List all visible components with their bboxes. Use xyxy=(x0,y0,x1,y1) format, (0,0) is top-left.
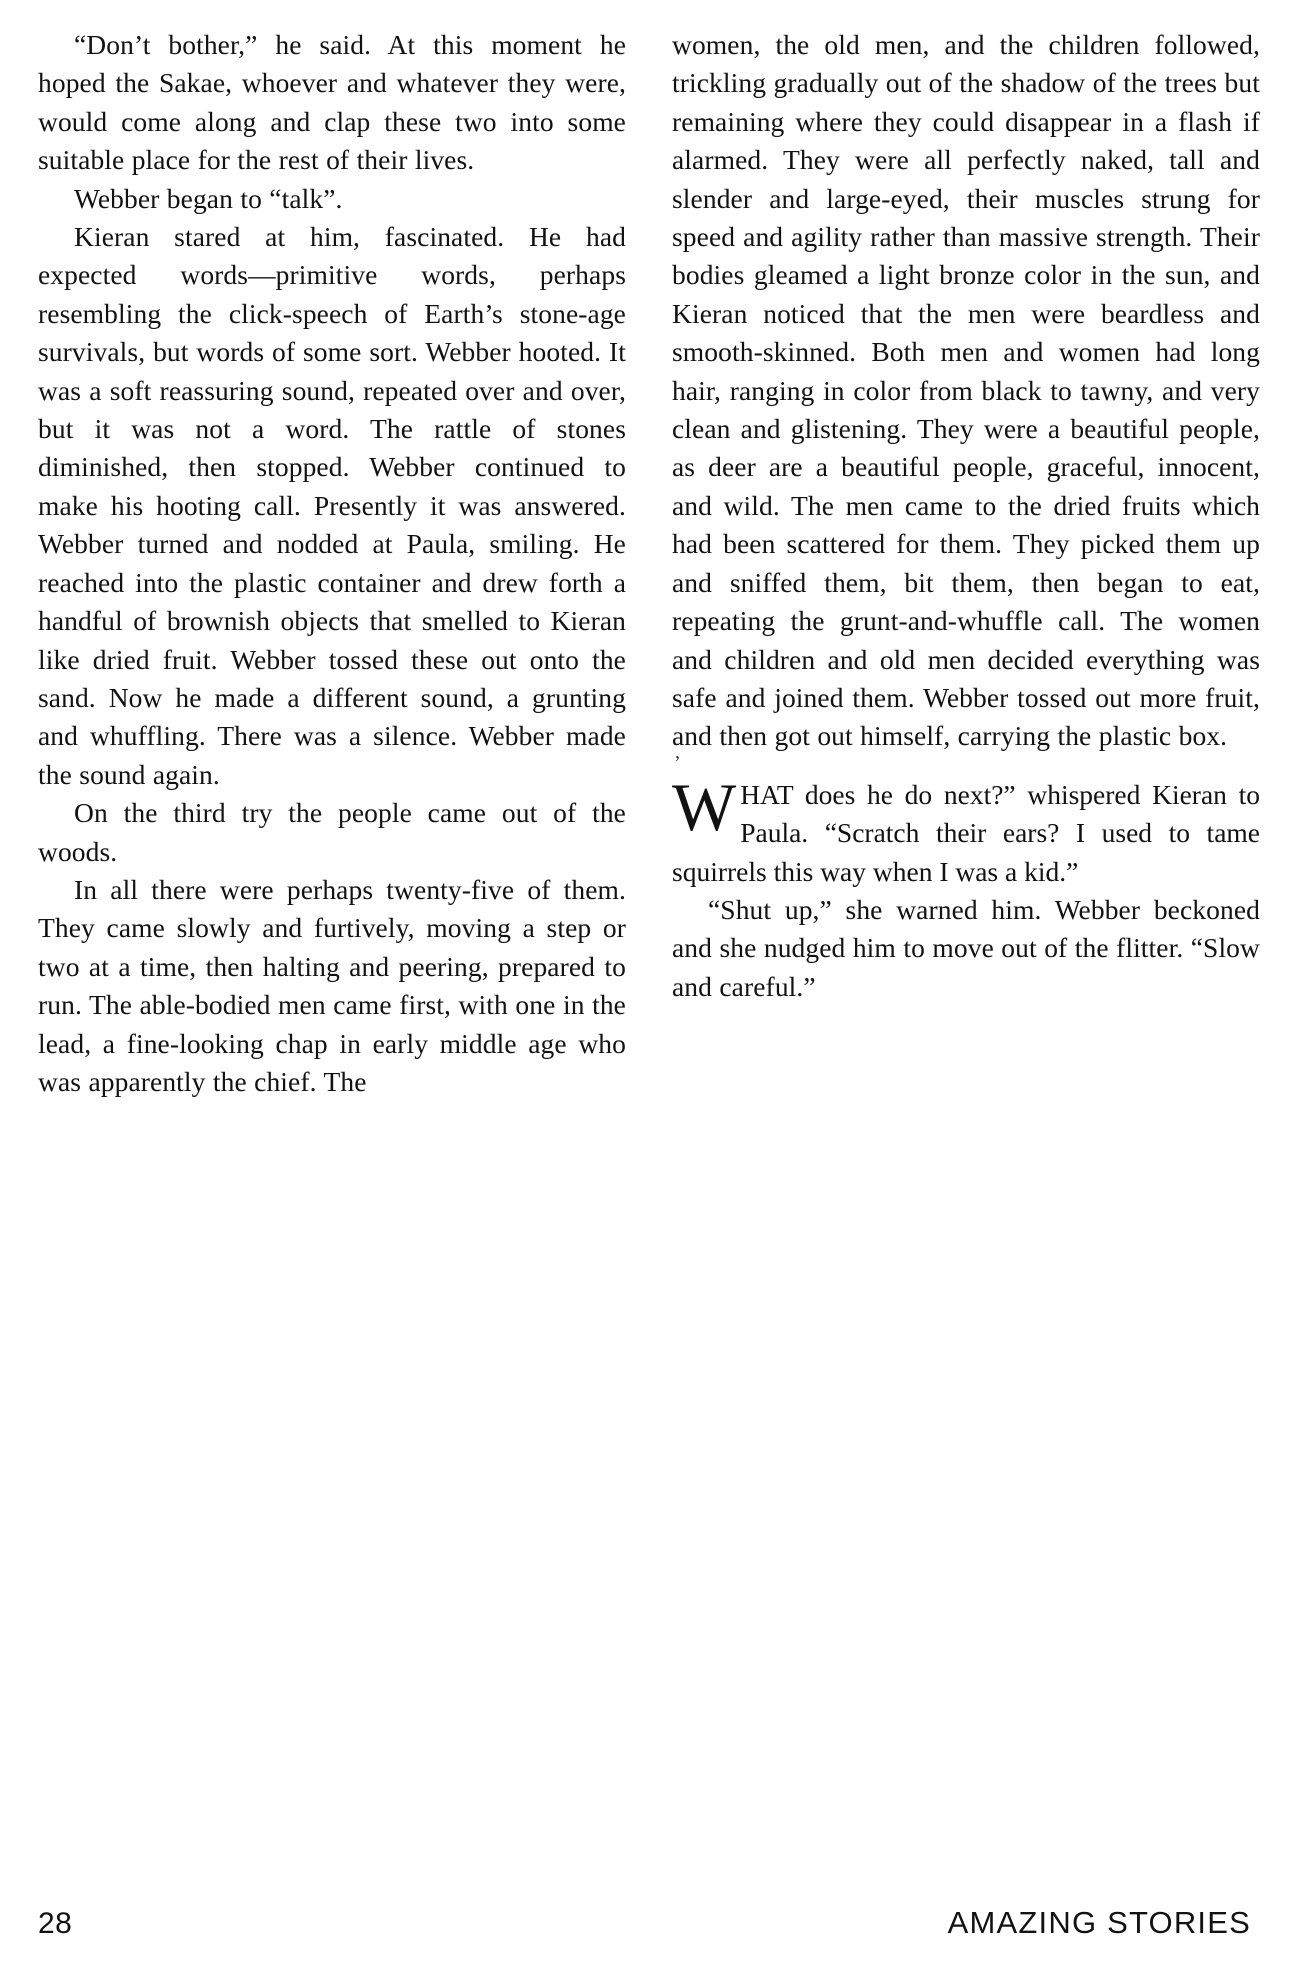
left-column xyxy=(38,26,626,1856)
stray-ink-mark: ’ xyxy=(674,751,681,774)
two-column-text-body xyxy=(38,26,1261,1856)
running-title: AMAZING STORIES xyxy=(947,1905,1251,1940)
paragraph: Kieran stared at him, fascinated. He had expected words—primitive words, perhaps resembling the click-speech of Earth’s stone-age survivals, but words of some sort. Webber hooted. It was a soft reassuring sound, repeated over and over, but it was not a word. The rattle of stones diminished, then stopped. Webber continued to make his hooting call. Presently it was answered. Webber turned and nodded at Paula, smiling. He reached into the plastic container and drew forth a handful of brownish objects that smelled to Kieran like dried fruit. Webber tossed these out onto the sand. Now he made a different sound, a grunting and whuffling. There was a silence. Webber made the sound again. xyxy=(38,221,626,790)
paragraph: Webber began to “talk”. xyxy=(74,182,343,214)
dropcap-letter: W xyxy=(672,768,737,845)
paragraph: On the third try the people came out of the woods. xyxy=(38,797,626,867)
right-column xyxy=(672,26,1260,1856)
page-number: 28 xyxy=(38,1907,73,1940)
dropcap-rest: whispered Kieran to Paula. “Scratch their ears? I used to tame squirrels this way when I was a kid.” xyxy=(672,778,1261,887)
paragraph: “Don’t bother,” he said. At this moment he hoped the Sakae, whoever and whatever they were, would come along and clap these two into some suitable place for the rest of their lives. xyxy=(38,29,626,176)
stray-ink-mark-wrap xyxy=(672,751,1260,776)
paragraph: women, the old men, and the children followed, trickling gradually out of the shadow of the trees but remaining where they could disappear in a flash if alarmed. They were all perfectly naked, tall and slender and large-eyed, their muscles strung for speed and agility rather than massive strength. Their bodies gleamed a light bronze color in the sun, and Kieran noticed that the men were beardless and smooth-skinned. Both men and women had long hair, ranging in color from black to tawny, and very clean and glistening. They were a beautiful people, as deer are a beautiful people, graceful, innocent, and wild. The men came to the dried fruits which had been scattered for them. They picked them up and sniffed them, bit them, then began to eat, repeating the grunt-and-whuffle call. The women and children and old men decided everything was safe and joined them. Webber tossed out more fruit, and then got out himself, carrying the plastic box. xyxy=(672,29,1260,752)
dropcap-paragraph xyxy=(672,768,1261,891)
dropcap-first-line: HAT does he do next?” xyxy=(740,778,1016,810)
paragraph: “Shut up,” she warned him. Webber beckoned and she nudged him to move out of the flitter. “Slow and careful.” xyxy=(672,893,1260,1002)
page-footer xyxy=(38,1905,1251,1941)
paragraph: In all there were perhaps twenty-five of them. They came slowly and furtively, moving a step or two at a time, then halting and peering, prepared to run. The able-bodied men came first, with one in the lead, a fine-looking chap in early middle age who was apparently the chief. The xyxy=(38,873,626,1097)
